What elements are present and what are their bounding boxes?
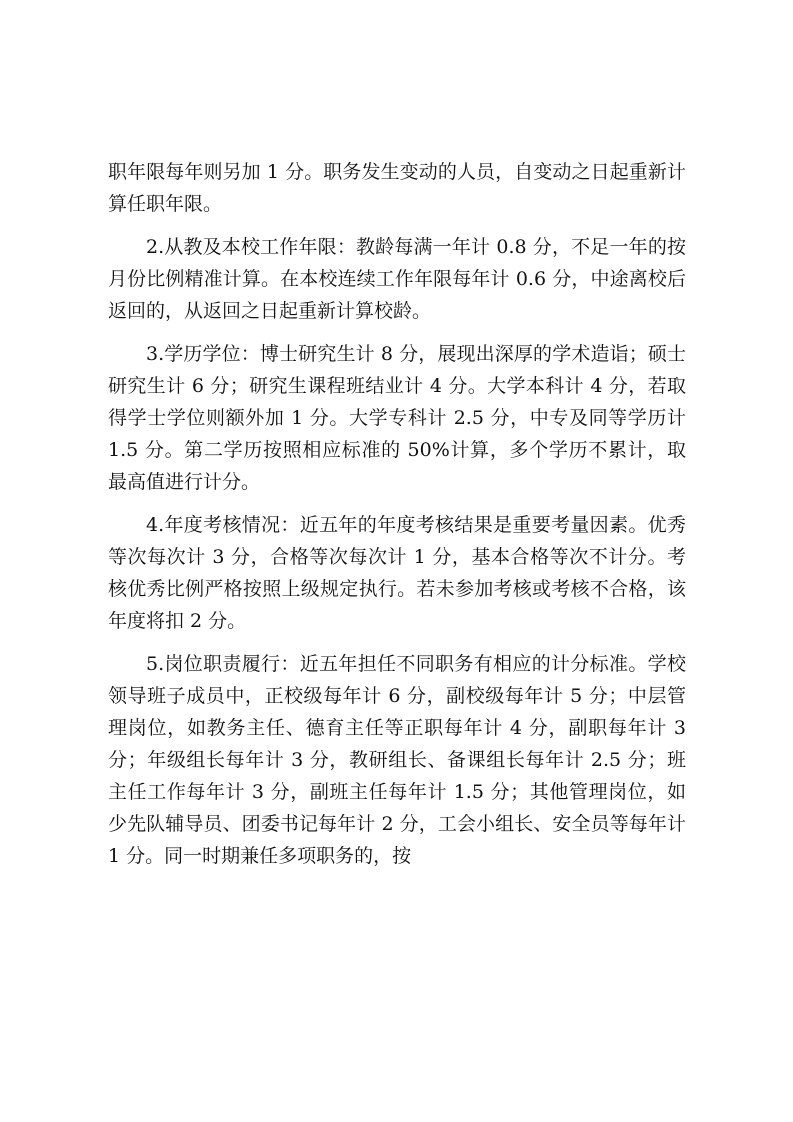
document-body (108, 156, 686, 883)
paragraph-annual-assessment: 4.年度考核情况：近五年的年度考核结果是重要考量因素。优秀等次每次计 3 分，合格等次每次计 1 分，基本合格等次不计分。考核优秀比例严格按照上级规定执行。若未参加考核或考核不合格，该年度将扣 2 分。 (108, 514, 686, 632)
paragraph-job-duties: 5.岗位职责履行：近五年担任不同职务有相应的计分标准。学校领导班子成员中，正校级每年计 6 分，副校级每年计 5 分；中层管理岗位，如教务主任、德育主任等正职每年计 4 分，副职每年计 3 分；年级组长每年计 3 分，教研组长、备课组长每年计 2.5 分；班主任工作每年计 3 分，副班主任每年计 1.5 分；其他管理岗位，如少先队辅导员、团委书记每年计 2 分，工会小组长、安全员等每年计 1 分。同一时期兼任多项职务的，按 (108, 653, 686, 867)
paragraph-teaching-years: 2.从教及本校工作年限：教龄每满一年计 0.8 分，不足一年的按月份比例精准计算。在本校连续工作年限每年计 0.6 分，中途离校后返回的，从返回之日起重新计算校龄。 (108, 236, 686, 322)
paragraph-continuation: 职年限每年则另加 1 分。职务发生变动的人员，自变动之日起重新计算任职年限。 (108, 161, 686, 215)
paragraph-education-degree: 3.学历学位：博士研究生计 8 分，展现出深厚的学术造诣；硕士研究生计 6 分；研究生课程班结业计 4 分。大学本科计 4 分，若取得学士学位则额外加 1 分。大学专科计 2.5 分，中专及同等学历计 1.5 分。第二学历按照相应标准的 50%计算，多个学历不累计，取最高值进行计分。 (108, 343, 686, 493)
